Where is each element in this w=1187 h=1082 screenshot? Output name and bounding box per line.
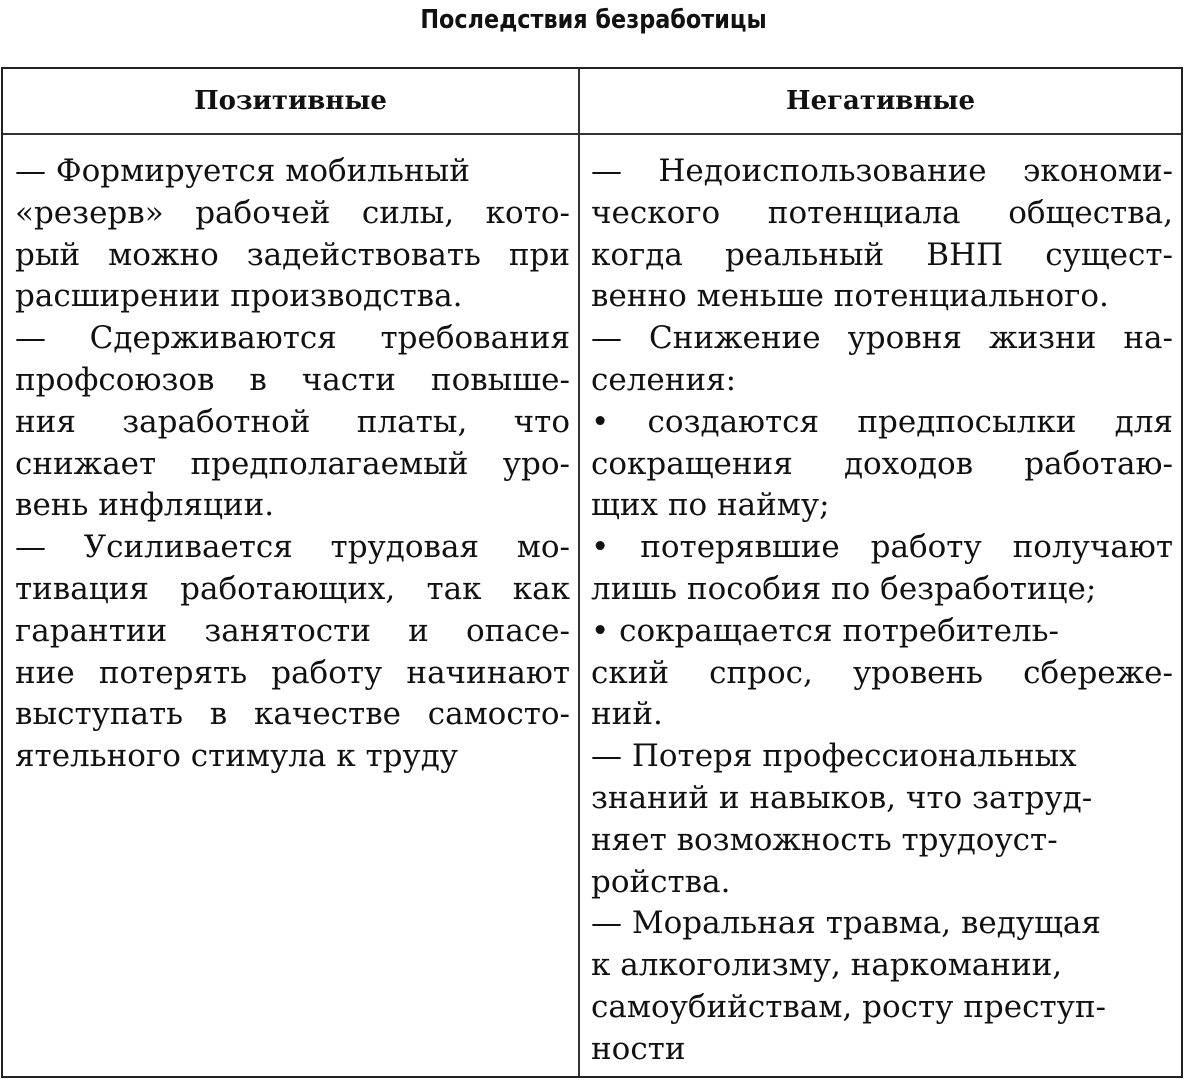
text-line: селения: (591, 361, 737, 398)
text-line: сокращения доходов работаю- (591, 445, 1173, 482)
text-line: — Снижение уровня жизни на- (591, 320, 1173, 357)
text-line: знаний и навыков, что затруд- (591, 779, 1093, 816)
text-line: лишь пособия по безработице; (591, 570, 1097, 607)
text-line: • создаются предпосылки для (591, 403, 1173, 440)
text-line: — Потеря профессиональных (591, 738, 1077, 775)
text-line: тивация работающих, так как (15, 570, 570, 607)
text-line: ний. (591, 696, 663, 733)
header-divider (3, 133, 1181, 135)
text-line: — Недоиспользование экономи- (591, 153, 1173, 189)
text-line: «резерв» рабочей силы, кото- (15, 194, 570, 231)
text-line: профсоюзов в части повыше- (15, 361, 570, 398)
text-line: щих по найму; (591, 487, 830, 524)
text-line: к алкоголизму, наркомании, (591, 947, 1063, 984)
text-line: ятельного стимула к труду (15, 738, 459, 775)
consequences-table (1, 67, 1183, 1078)
text-line: ский спрос, уровень сбереже- (591, 654, 1173, 691)
text-line: ческого потенциала общества, (591, 194, 1173, 231)
text-line: • сокращается потребитель- (591, 612, 1059, 649)
text-line: — Формируется мобильный (15, 153, 470, 189)
text-line: венно меньше потенциального. (591, 278, 1109, 315)
text-line: расширении производства. (15, 278, 463, 315)
text-line: — Моральная травма, ведущая (591, 905, 1101, 942)
text-line: • потерявшие работу получают (591, 529, 1173, 566)
page-title: Последствия безработицы (420, 5, 767, 35)
text-line: самоубийствам, росту преступ- (591, 988, 1106, 1025)
column-header-positive: Позитивные (194, 86, 387, 116)
text-line: — Усиливается трудовая мо- (15, 529, 570, 566)
column-divider (578, 69, 580, 1076)
text-line: выступать в качестве самосто- (15, 696, 570, 733)
negative-consequences-cell (591, 151, 1173, 1071)
text-line: ния заработной платы, что (15, 403, 570, 440)
text-line: ности (591, 1030, 686, 1067)
text-line: ройства. (591, 863, 731, 900)
text-line: ние потерять работу начинают (15, 654, 570, 691)
text-line: няет возможность трудоуст- (591, 821, 1058, 858)
text-line: — Сдерживаются требования (15, 320, 570, 357)
text-line: гарантии занятости и опасе- (15, 612, 570, 649)
text-line: снижает предполагаемый уро- (15, 445, 570, 482)
column-header-negative: Негативные (786, 86, 975, 116)
text-line: вень инфляции. (15, 487, 275, 524)
text-line: рый можно задействовать при (15, 236, 570, 273)
text-line: когда реальный ВНП сущест- (591, 236, 1173, 273)
positive-consequences-cell (15, 151, 570, 778)
